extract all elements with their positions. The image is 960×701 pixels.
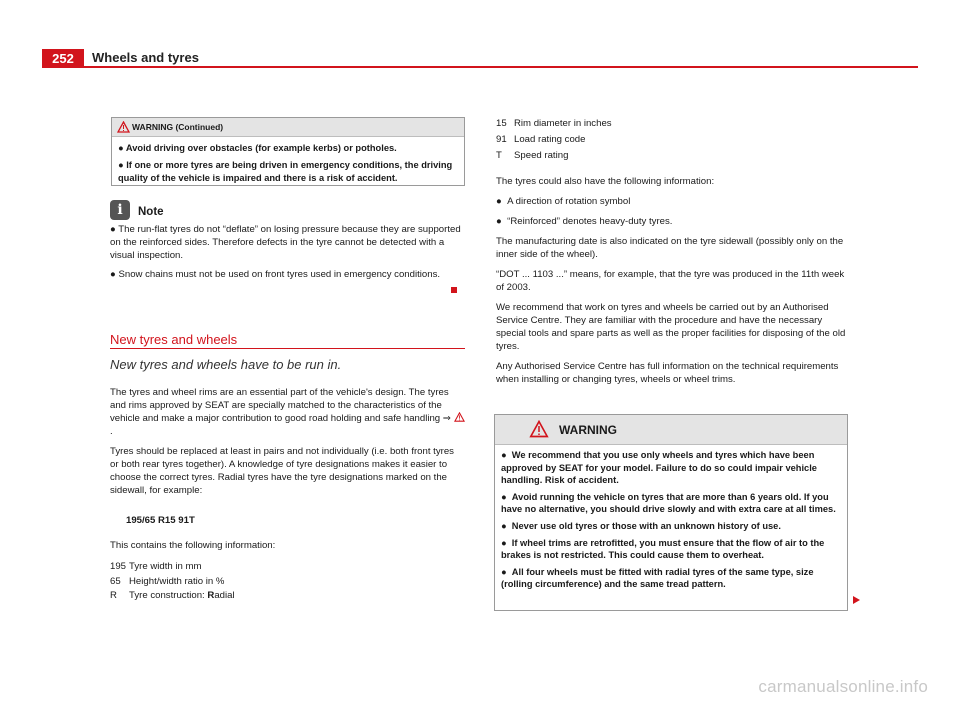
list-item: ● “Reinforced” denotes heavy-duty tyres. (496, 216, 673, 227)
list-item: ● The run-flat tyres do not “deflate” on losing pressure because they are supported on the reinforced sides. Therefore defects in the tyre cannot be detected with a visual inspection. (110, 224, 461, 261)
definition-row: 195 Tyre width in mm (110, 561, 202, 572)
warning-continued-title: WARNING (Continued) (132, 122, 224, 132)
paragraph: We recommend that work on tyres and wheels be carried out by an Authorised Service Centre. They are familiar with the procedure and have the necessary special tools and spare parts as well as the proper facilities for disposing of the old tyres. (496, 302, 846, 352)
section-subheading: New tyres and wheels have to be run in. (110, 357, 342, 372)
list-item: ● A direction of rotation symbol (496, 196, 631, 207)
rim-definitions (496, 116, 612, 164)
page-number: 252 (42, 49, 84, 68)
warning-continued-header (112, 118, 464, 137)
paragraph: Tyres should be replaced at least in pairs and not individually (i.e. both front tyres or both rear tyres together). A knowledge of tyre designations makes it easier to choose the correct tyres. Radial tyres have the tyre designations marked on the sidewall, for example: (110, 446, 454, 496)
end-marker-icon (451, 287, 457, 293)
list-item: ● Avoid driving over obstacles (for example kerbs) or potholes. (118, 143, 397, 153)
list-item: ● If wheel trims are retrofitted, you must ensure that the flow of air to the brakes is not restricted. This could cause them to overheat. (501, 537, 825, 561)
definition-row: 91 Load rating code (496, 134, 586, 145)
definition-row: R Tyre construction: Radial (110, 590, 235, 601)
list-item: ● Snow chains must not be used on front tyres used in emergency conditions. (110, 269, 441, 280)
list-item: ● All four wheels must be fitted with radial tyres of the same type, size (rolling circumference) and the same tread pattern. (501, 566, 814, 590)
definition-row: 65 Height/width ratio in % (110, 575, 225, 587)
paragraph: The manufacturing date is also indicated on the tyre sidewall (possibly only on the inner side of the wheel). (496, 236, 844, 260)
right-body (496, 175, 848, 393)
paragraph: The tyres and wheel rims are an essential part of the vehicle's design. The tyres and rims approved by SEAT are specially matched to the characteristics of the vehicle and make a major contribution to good road holding and safe handling ⇒ . (110, 386, 465, 438)
warning-continued-box (111, 117, 465, 186)
paragraph: The tyres could also have the following information: (496, 176, 715, 187)
paragraph: Any Authorised Service Centre has full information on the technical requirements when installing or changing tyres, wheels or wheel trims. (496, 361, 839, 385)
tyre-definitions (110, 560, 235, 604)
warning-link-icon[interactable] (454, 412, 465, 422)
warning-body (495, 445, 847, 591)
watermark: carmanualsonline.info (758, 677, 928, 696)
list-item: ● We recommend that you use only wheels and tyres which have been approved by SEAT for your model. Failure to do so could impair vehicle handling. Risk of accident. (501, 450, 817, 486)
continued-arrow-icon (852, 595, 861, 605)
paragraph: “DOT ... 1103 ...” means, for example, that the tyre was produced in the 11th week of 2003. (496, 269, 845, 293)
section-heading: New tyres and wheels (110, 332, 238, 347)
list-item: ● Avoid running the vehicle on tyres that are more than 6 years old. If you have no alternative, you should drive slowly and with extra care at all times. (501, 491, 836, 515)
section-body (110, 386, 465, 504)
warning-triangle-icon (117, 121, 130, 133)
note-title: Note (138, 206, 164, 218)
warning-box (494, 414, 848, 611)
warning-header (495, 415, 847, 445)
page-title: Wheels and tyres (92, 50, 199, 65)
list-item: ● If one or more tyres are being driven in emergency conditions, the driving quality of the vehicle is impaired and there is a risk of accident. (118, 160, 453, 183)
header-divider (84, 66, 918, 68)
warning-title: WARNING (559, 423, 617, 437)
warning-continued-body (112, 137, 464, 185)
info-icon: i (110, 200, 130, 220)
tyre-code: 195/65 R15 91T (126, 515, 195, 526)
definition-row: T Speed rating (496, 150, 569, 161)
info-line: This contains the following information: (110, 540, 276, 551)
note-body (110, 223, 465, 287)
warning-triangle-icon (529, 420, 549, 438)
section-divider (110, 348, 465, 349)
list-item: ● Never use old tyres or those with an unknown history of use. (501, 520, 781, 531)
definition-row: 15 Rim diameter in inches (496, 118, 612, 129)
